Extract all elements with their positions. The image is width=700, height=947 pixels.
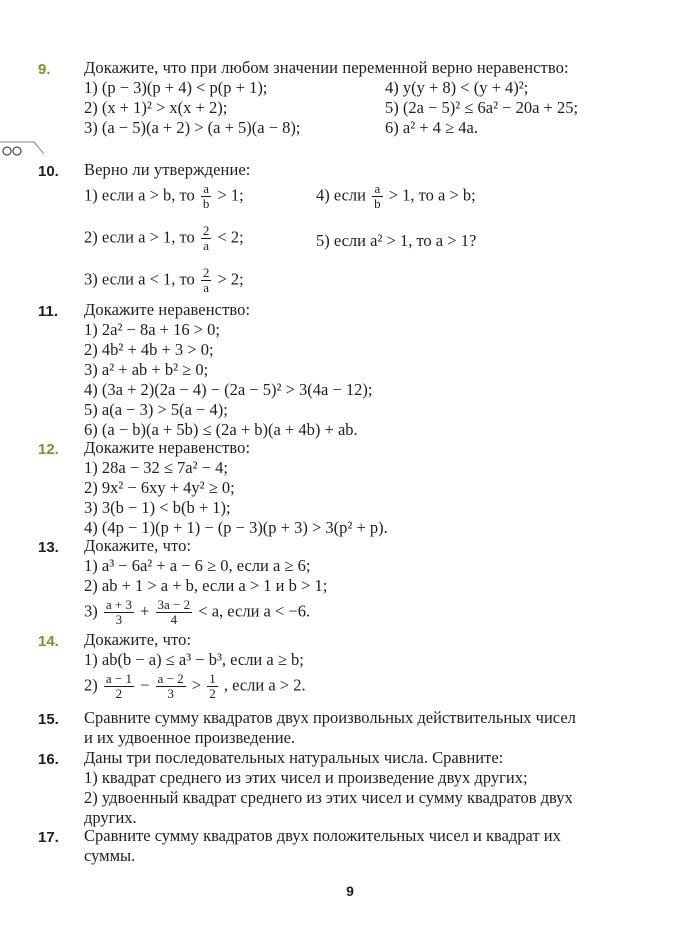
task-title: Докажите, что: — [84, 536, 192, 555]
task-text: Сравните сумму квадратов двух положительных чисел и квадрат их — [84, 826, 561, 845]
task-item: 4) если $\frac{a}{b}$ > 1, то a > b; — [316, 181, 476, 211]
task-item: 6) (a − b)(a + 5b) ≤ (2a + b)(a + 4b) + ab. — [84, 420, 358, 439]
task-item: 4) (3a + 2)(2a − 4) − (2a − 5)² > 3(4a − 12); — [84, 380, 373, 399]
task-title: Докажите, что при любом значении переменной верно неравенство: — [84, 58, 569, 77]
task-text: других. — [84, 808, 137, 827]
task-text: 1) квадрат среднего из этих чисел и произведение двух других; — [84, 768, 528, 787]
section-marker-icon — [0, 140, 44, 162]
task-title: Верно ли утверждение: — [84, 160, 251, 179]
task-text: и их удвоенное произведение. — [84, 728, 296, 747]
task-number: 15. — [38, 711, 59, 728]
task-item: 4) y(y + 8) < (y + 4)²; — [385, 78, 529, 97]
task-number: 12. — [38, 441, 59, 458]
task-title: Докажите, что: — [84, 630, 192, 649]
task-number: 17. — [38, 829, 59, 846]
task-item: 2) 4b² + 4b + 3 > 0; — [84, 340, 214, 359]
task-number: 14. — [38, 633, 59, 650]
task-title: Докажите неравенство: — [84, 438, 251, 457]
task-item: 3) (a − 5)(a + 2) > (a + 5)(a − 8); — [84, 118, 301, 137]
task-number: 13. — [38, 539, 59, 556]
task-item: 5) a(a − 3) > 5(a − 4); — [84, 400, 228, 419]
task-item: 1) 28a − 32 ≤ 7a² − 4; — [84, 458, 228, 477]
task-item: 3) $\frac{a + 3}{3}$ + $\frac{3a - 2}{4}$ < a, если a < −6. — [84, 597, 311, 627]
task-item: 4) (4p − 1)(p + 1) − (p − 3)(p + 3) > 3(p² + p). — [84, 518, 388, 537]
task-item: 1) (p − 3)(p + 4) < p(p + 1); — [84, 78, 268, 97]
task-number: 11. — [38, 303, 59, 320]
task-item: 5) (2a − 5)² ≤ 6a² − 20a + 25; — [385, 98, 579, 117]
task-item: 3) если a < 1, то $\frac{2}{a}$ > 2; — [84, 265, 244, 295]
task-item: 1) a³ − 6a² + a − 6 ≥ 0, если a ≥ 6; — [84, 556, 311, 575]
task-item: 6) a² + 4 ≥ 4a. — [385, 118, 478, 137]
task-title: Докажите неравенство: — [84, 300, 251, 319]
task-item: 5) если a² > 1, то a > 1? — [316, 231, 477, 250]
task-number: 10. — [38, 163, 59, 180]
task-text: 2) удвоенный квадрат среднего из этих чисел и сумму квадратов двух — [84, 788, 573, 807]
task-text: Даны три последовательных натуральных числа. Сравните: — [84, 748, 504, 767]
task-item: 3) a² + ab + b² ≥ 0; — [84, 360, 209, 379]
task-item: 3) 3(b − 1) < b(b + 1); — [84, 498, 231, 517]
task-item: 2) ab + 1 > a + b, если a > 1 и b > 1; — [84, 576, 328, 595]
task-item: 1) ab(b − a) ≤ a³ − b³, если a ≥ b; — [84, 650, 304, 669]
task-text: Сравните сумму квадратов двух произвольных действительных чисел — [84, 708, 576, 727]
page-number: 9 — [346, 883, 354, 899]
task-number: 16. — [38, 751, 59, 768]
task-item: 2) если a > 1, то $\frac{2}{a}$ < 2; — [84, 223, 244, 253]
task-item: 1) если a > b, то $\frac{a}{b}$ > 1; — [84, 181, 244, 211]
task-text: суммы. — [84, 846, 136, 865]
task-item: 2) (x + 1)² > x(x + 2); — [84, 98, 228, 117]
task-item: 1) 2a² − 8a + 16 > 0; — [84, 320, 220, 339]
task-number: 9. — [38, 61, 51, 78]
task-item: 2) $\frac{a - 1}{2}$ − $\frac{a - 2}{3}$ > $\frac{1}{2}$ , если a > 2. — [84, 671, 306, 701]
task-item: 2) 9x² − 6xy + 4y² ≥ 0; — [84, 478, 235, 497]
